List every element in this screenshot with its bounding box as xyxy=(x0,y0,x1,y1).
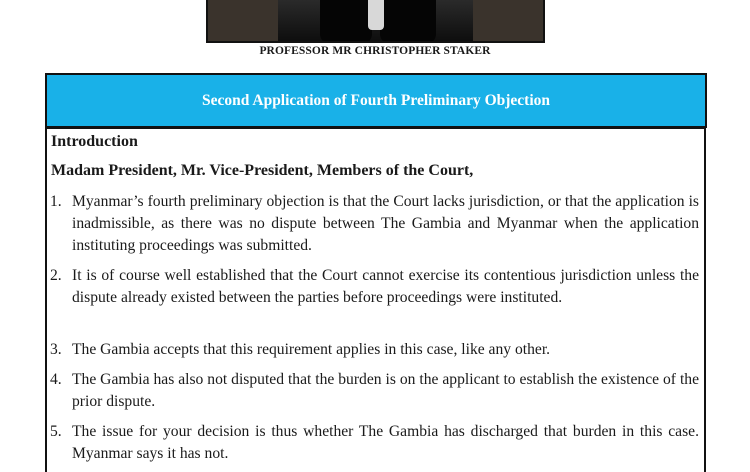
speaker-photo xyxy=(206,0,545,43)
paragraph-text: The Gambia accepts that this requirement applies in this case, like any other. xyxy=(72,341,551,358)
paragraph-text: Myanmar’s fourth preliminary objection is that the Court lacks jurisdiction, or that the application is inadmissible, as there was no dispute between The Gambia and Myanmar when the application instituting proceedings was submitted. xyxy=(72,193,699,254)
photo-robe-left xyxy=(320,0,372,43)
paragraph-1 xyxy=(50,191,699,256)
photo-shirt xyxy=(368,0,384,30)
paragraph-number: 2. xyxy=(50,267,62,284)
paragraph-number: 5. xyxy=(50,423,62,440)
paragraph-text: It is of course well established that the Court cannot exercise its contentious jurisdiction unless the dispute already existed between the parties before proceedings were instituted. xyxy=(72,267,699,306)
section-heading: Introduction xyxy=(51,133,138,150)
paragraph-number: 3. xyxy=(50,341,62,358)
photo-background-right xyxy=(473,0,543,43)
paragraph-4 xyxy=(50,369,699,413)
photo-caption: PROFESSOR MR CHRISTOPHER STAKER xyxy=(259,45,491,57)
paragraph-number: 1. xyxy=(50,193,62,210)
photo-background-left xyxy=(208,0,278,43)
paragraph-3 xyxy=(50,339,699,361)
title-banner xyxy=(45,73,707,128)
salutation: Madam President, Mr. Vice-President, Members of the Court, xyxy=(51,162,474,179)
paragraph-5 xyxy=(50,421,699,465)
paragraph-2 xyxy=(50,265,699,309)
paragraph-text: The issue for your decision is thus whether The Gambia has discharged that burden in this case. Myanmar says it has not. xyxy=(72,423,699,462)
document-title: Second Application of Fourth Preliminary Objection xyxy=(201,91,551,109)
paragraph-number: 4. xyxy=(50,371,62,388)
paragraph-text: The Gambia has also not disputed that the burden is on the applicant to establish the existence of the prior dispute. xyxy=(72,371,699,410)
photo-robe-right xyxy=(380,0,436,43)
